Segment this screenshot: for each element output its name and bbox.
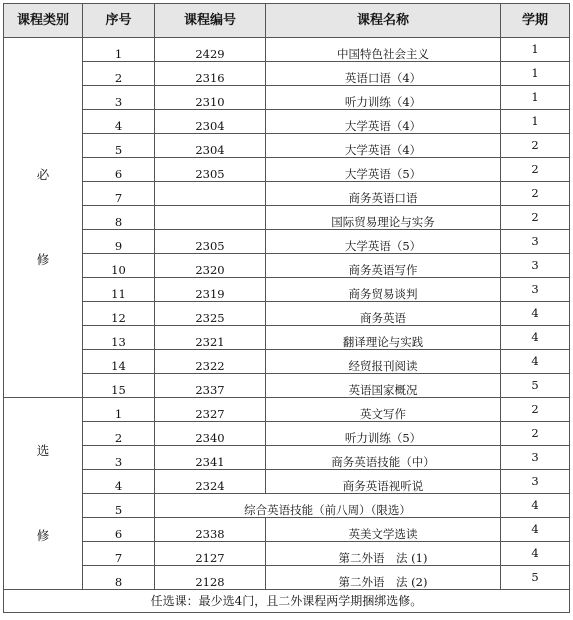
elective-section — [4, 398, 570, 590]
course-name-cell — [266, 422, 501, 446]
table-row — [4, 230, 570, 254]
table-row — [4, 158, 570, 182]
row-number: 9 — [83, 230, 155, 254]
row-number: 6 — [83, 518, 155, 542]
course-name: 英语国家概况 — [348, 382, 418, 397]
row-number: 3 — [83, 446, 155, 470]
row-number: 15 — [83, 374, 155, 398]
row-number: 13 — [83, 326, 155, 350]
course-name: 英美文学选读 — [348, 526, 418, 541]
category-char: 选 — [36, 443, 50, 458]
table-row — [4, 566, 570, 590]
table-row — [4, 350, 570, 374]
course-name-cell — [266, 518, 501, 542]
row-number: 6 — [83, 158, 155, 182]
term-value: 3 — [501, 470, 570, 494]
category-char: 必 — [36, 167, 50, 182]
table-row — [4, 86, 570, 110]
table-row — [4, 326, 570, 350]
course-name: 第二外语 法 (2) — [338, 574, 428, 589]
header-row — [4, 4, 570, 38]
term-value: 2 — [501, 422, 570, 446]
header-number: 序号 — [83, 4, 155, 38]
term-value: 3 — [501, 278, 570, 302]
table-row — [4, 446, 570, 470]
row-number: 14 — [83, 350, 155, 374]
table-row — [4, 254, 570, 278]
term-value: 4 — [501, 494, 570, 518]
row-number: 8 — [83, 566, 155, 590]
row-number: 7 — [83, 182, 155, 206]
course-name-cell — [266, 350, 501, 374]
course-table-container — [3, 3, 570, 613]
course-name: 大学英语（4） — [344, 118, 422, 133]
course-code: 2305 — [155, 230, 266, 254]
table-row — [4, 470, 570, 494]
term-value: 5 — [501, 566, 570, 590]
course-name-cell — [266, 110, 501, 134]
row-number: 11 — [83, 278, 155, 302]
course-name: 听力训练（4） — [344, 94, 422, 109]
course-name-cell — [266, 158, 501, 182]
course-name: 商务英语写作 — [348, 262, 418, 277]
course-code: 2304 — [155, 110, 266, 134]
header-category: 课程类别 — [4, 4, 83, 38]
course-name: 大学英语（5） — [344, 166, 422, 181]
term-value: 1 — [501, 38, 570, 62]
course-name-cell — [266, 278, 501, 302]
row-number: 5 — [83, 494, 155, 518]
course-code: 2304 — [155, 134, 266, 158]
category-required — [4, 38, 83, 398]
term-value: 4 — [501, 518, 570, 542]
course-name-merged: 综合英语技能（前八周）（限选） — [155, 494, 501, 518]
term-value: 2 — [501, 398, 570, 422]
required-section — [4, 38, 570, 398]
term-value: 1 — [501, 86, 570, 110]
term-value: 5 — [501, 374, 570, 398]
course-name: 中国特色社会主义 — [337, 46, 429, 61]
category-required-label — [4, 169, 82, 266]
course-name-cell — [266, 398, 501, 422]
row-number: 5 — [83, 134, 155, 158]
table-row — [4, 302, 570, 326]
term-value: 2 — [501, 206, 570, 230]
row-number: 3 — [83, 86, 155, 110]
course-code: 2340 — [155, 422, 266, 446]
term-value: 4 — [501, 350, 570, 374]
course-name-cell — [266, 182, 501, 206]
course-name-cell — [266, 542, 501, 566]
table-row — [4, 206, 570, 230]
course-code — [155, 182, 266, 206]
course-table — [3, 3, 570, 613]
course-code: 2320 — [155, 254, 266, 278]
course-name-cell — [266, 566, 501, 590]
course-code: 2325 — [155, 302, 266, 326]
term-value: 3 — [501, 230, 570, 254]
row-number: 4 — [83, 110, 155, 134]
table-row — [4, 494, 570, 518]
row-number: 2 — [83, 62, 155, 86]
course-name-cell — [266, 302, 501, 326]
term-value: 2 — [501, 158, 570, 182]
table-row — [4, 134, 570, 158]
table-row — [4, 374, 570, 398]
course-name: 大学英语（4） — [344, 142, 422, 157]
course-name: 第二外语 法 (1) — [338, 550, 428, 565]
table-row — [4, 422, 570, 446]
course-code: 2327 — [155, 398, 266, 422]
course-name: 翻译理论与实践 — [342, 334, 424, 349]
course-code: 2341 — [155, 446, 266, 470]
term-value: 4 — [501, 326, 570, 350]
course-code: 2429 — [155, 38, 266, 62]
course-name-cell — [266, 326, 501, 350]
course-name-cell — [266, 134, 501, 158]
course-name: 英文写作 — [360, 406, 406, 421]
course-name: 听力训练（5） — [344, 430, 422, 445]
term-value: 2 — [501, 134, 570, 158]
course-name-cell — [266, 206, 501, 230]
row-number: 10 — [83, 254, 155, 278]
table-row — [4, 38, 570, 62]
course-name-cell — [266, 470, 501, 494]
term-value: 2 — [501, 182, 570, 206]
course-name: 国际贸易理论与实务 — [331, 214, 435, 229]
course-name-cell — [266, 254, 501, 278]
course-name: 大学英语（5） — [344, 238, 422, 253]
course-code — [155, 206, 266, 230]
header-course-code: 课程编号 — [155, 4, 266, 38]
course-name: 商务贸易谈判 — [348, 286, 418, 301]
footer-row — [4, 590, 570, 613]
table-row — [4, 542, 570, 566]
category-char: 修 — [36, 527, 50, 543]
row-number: 1 — [83, 38, 155, 62]
course-code: 2305 — [155, 158, 266, 182]
course-code: 2127 — [155, 542, 266, 566]
course-code: 2128 — [155, 566, 266, 590]
course-name-cell — [266, 62, 501, 86]
category-char: 修 — [36, 251, 50, 267]
header-course-name: 课程名称 — [266, 4, 501, 38]
table-row — [4, 110, 570, 134]
category-elective — [4, 398, 83, 590]
footer-note: 任选课：最少选4门，且二外课程两学期捆绑选修。 — [4, 590, 570, 613]
course-name: 商务英语视听说 — [342, 478, 424, 493]
course-code: 2338 — [155, 518, 266, 542]
course-code: 2337 — [155, 374, 266, 398]
course-code: 2322 — [155, 350, 266, 374]
table-row — [4, 62, 570, 86]
term-value: 1 — [501, 62, 570, 86]
header-term: 学期 — [501, 4, 570, 38]
row-number: 2 — [83, 422, 155, 446]
course-code: 2319 — [155, 278, 266, 302]
course-code: 2310 — [155, 86, 266, 110]
course-code: 2316 — [155, 62, 266, 86]
course-code: 2321 — [155, 326, 266, 350]
term-value: 4 — [501, 302, 570, 326]
course-name: 英语口语（4） — [344, 70, 422, 85]
row-number: 4 — [83, 470, 155, 494]
course-name-cell — [266, 230, 501, 254]
course-name-cell — [266, 374, 501, 398]
row-number: 12 — [83, 302, 155, 326]
course-name: 商务英语技能（中） — [331, 454, 435, 469]
term-value: 4 — [501, 542, 570, 566]
row-number: 7 — [83, 542, 155, 566]
term-value: 3 — [501, 254, 570, 278]
course-name-cell — [266, 446, 501, 470]
course-name: 经贸报刊阅读 — [348, 358, 418, 373]
term-value: 3 — [501, 446, 570, 470]
table-row — [4, 182, 570, 206]
course-name: 商务英语 — [360, 310, 406, 325]
row-number: 8 — [83, 206, 155, 230]
table-row — [4, 518, 570, 542]
term-value: 1 — [501, 110, 570, 134]
course-name-cell — [266, 38, 501, 62]
course-name-cell — [266, 86, 501, 110]
table-row — [4, 278, 570, 302]
course-code: 2324 — [155, 470, 266, 494]
row-number: 1 — [83, 398, 155, 422]
table-row — [4, 398, 570, 422]
course-name: 商务英语口语 — [348, 190, 418, 205]
category-elective-label — [4, 445, 82, 542]
